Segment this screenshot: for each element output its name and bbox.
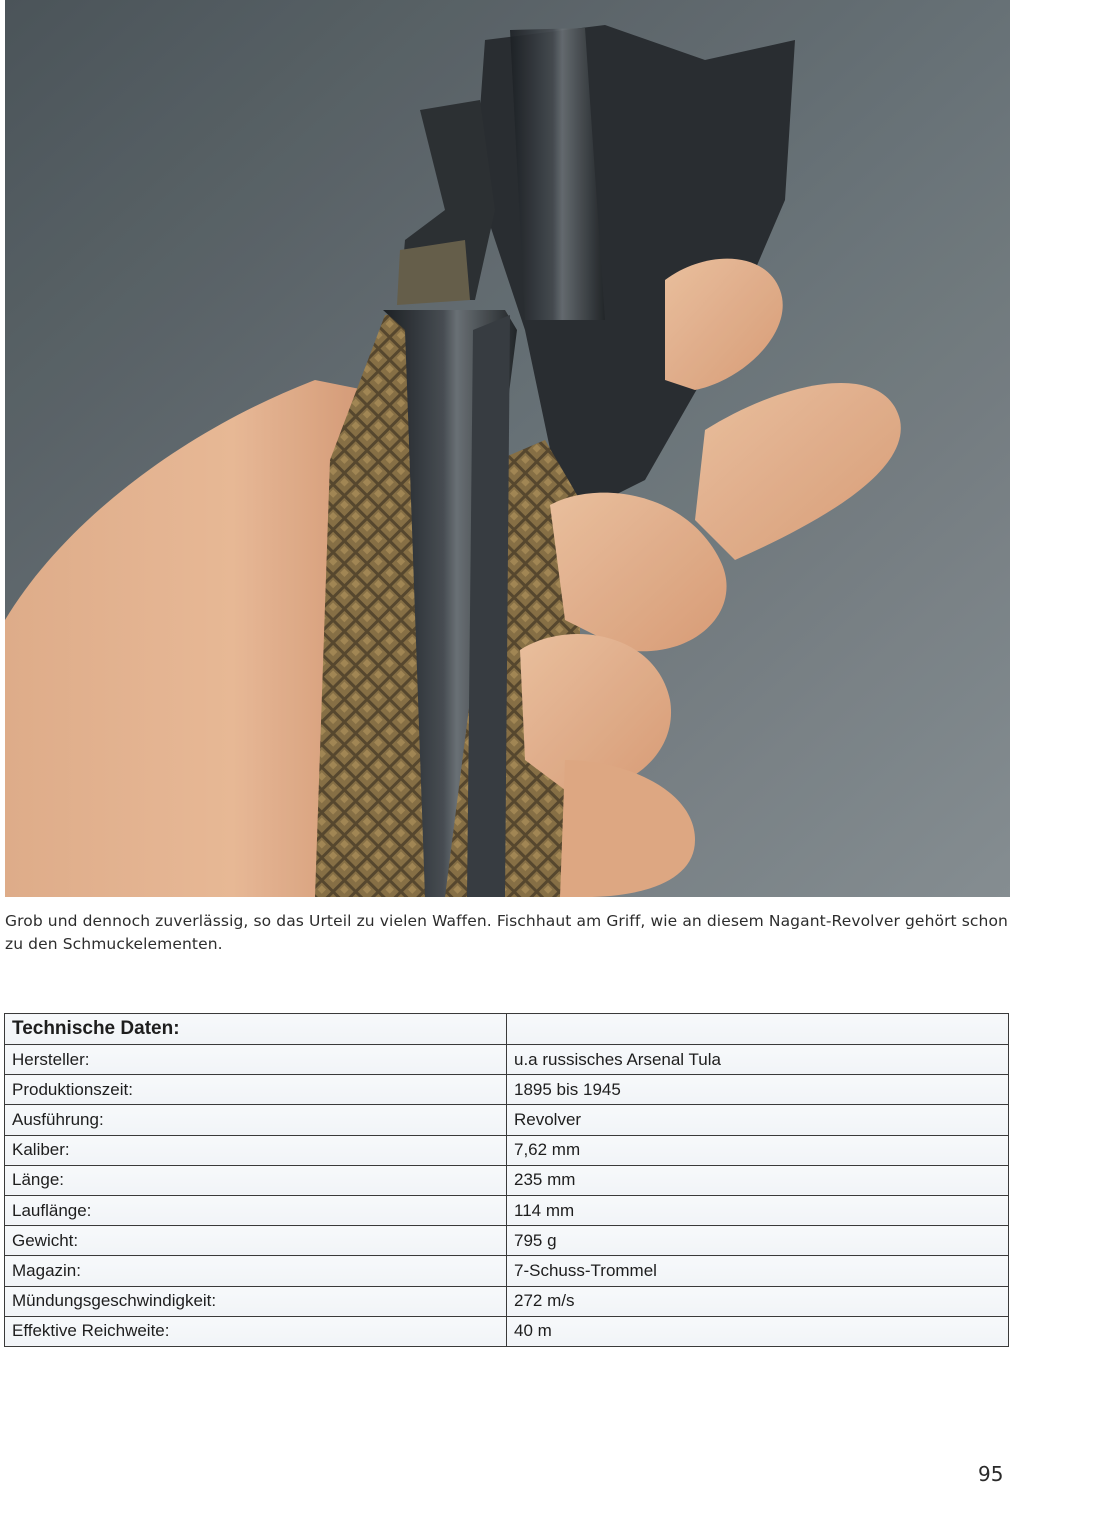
spec-label-laenge: Länge: — [5, 1165, 507, 1195]
table-row — [5, 1105, 1009, 1135]
table-row — [5, 1286, 1009, 1316]
spec-value-magazin: 7-Schuss-Trommel — [507, 1256, 1009, 1286]
spec-label-muendungsgeschwindigkeit: Mündungsgeschwindigkeit: — [5, 1286, 507, 1316]
spec-value-muendungsgeschwindigkeit: 272 m/s — [507, 1286, 1009, 1316]
spec-label-lauflaenge: Lauflänge: — [5, 1195, 507, 1225]
spec-label-produktionszeit: Produktionszeit: — [5, 1075, 507, 1105]
spec-value-produktionszeit: 1895 bis 1945 — [507, 1075, 1009, 1105]
table-row — [5, 1226, 1009, 1256]
spec-value-kaliber: 7,62 mm — [507, 1135, 1009, 1165]
technical-data-table — [4, 1013, 1009, 1347]
revolver-photo — [5, 0, 1010, 897]
table-row — [5, 1165, 1009, 1195]
table-row — [5, 1135, 1009, 1165]
table-row — [5, 1316, 1009, 1346]
spec-label-ausfuehrung: Ausführung: — [5, 1105, 507, 1135]
spec-value-gewicht: 795 g — [507, 1226, 1009, 1256]
spec-label-gewicht: Gewicht: — [5, 1226, 507, 1256]
table-row — [5, 1256, 1009, 1286]
spec-label-magazin: Magazin: — [5, 1256, 507, 1286]
spec-value-laenge: 235 mm — [507, 1165, 1009, 1195]
spec-value-ausfuehrung: Revolver — [507, 1105, 1009, 1135]
spec-value-reichweite: 40 m — [507, 1316, 1009, 1346]
table-header-label: Technische Daten: — [5, 1014, 507, 1045]
table-header-value — [507, 1014, 1009, 1045]
spec-label-hersteller: Hersteller: — [5, 1045, 507, 1075]
spec-label-kaliber: Kaliber: — [5, 1135, 507, 1165]
photo-caption: Grob und dennoch zuverlässig, so das Urteil zu vielen Waffen. Fischhaut am Griff, wie an diesem Nagant-Revolver gehört schon zu den Schmuckelementen. — [5, 912, 1008, 953]
spec-value-hersteller: u.a russisches Arsenal Tula — [507, 1045, 1009, 1075]
table-row — [5, 1195, 1009, 1225]
table-header-row — [5, 1014, 1009, 1045]
page-number: 95 — [978, 1462, 1004, 1486]
spec-label-reichweite: Effektive Reichweite: — [5, 1316, 507, 1346]
table-row — [5, 1075, 1009, 1105]
table-row — [5, 1045, 1009, 1075]
spec-value-lauflaenge: 114 mm — [507, 1195, 1009, 1225]
revolver-grip-illustration — [5, 0, 1010, 897]
